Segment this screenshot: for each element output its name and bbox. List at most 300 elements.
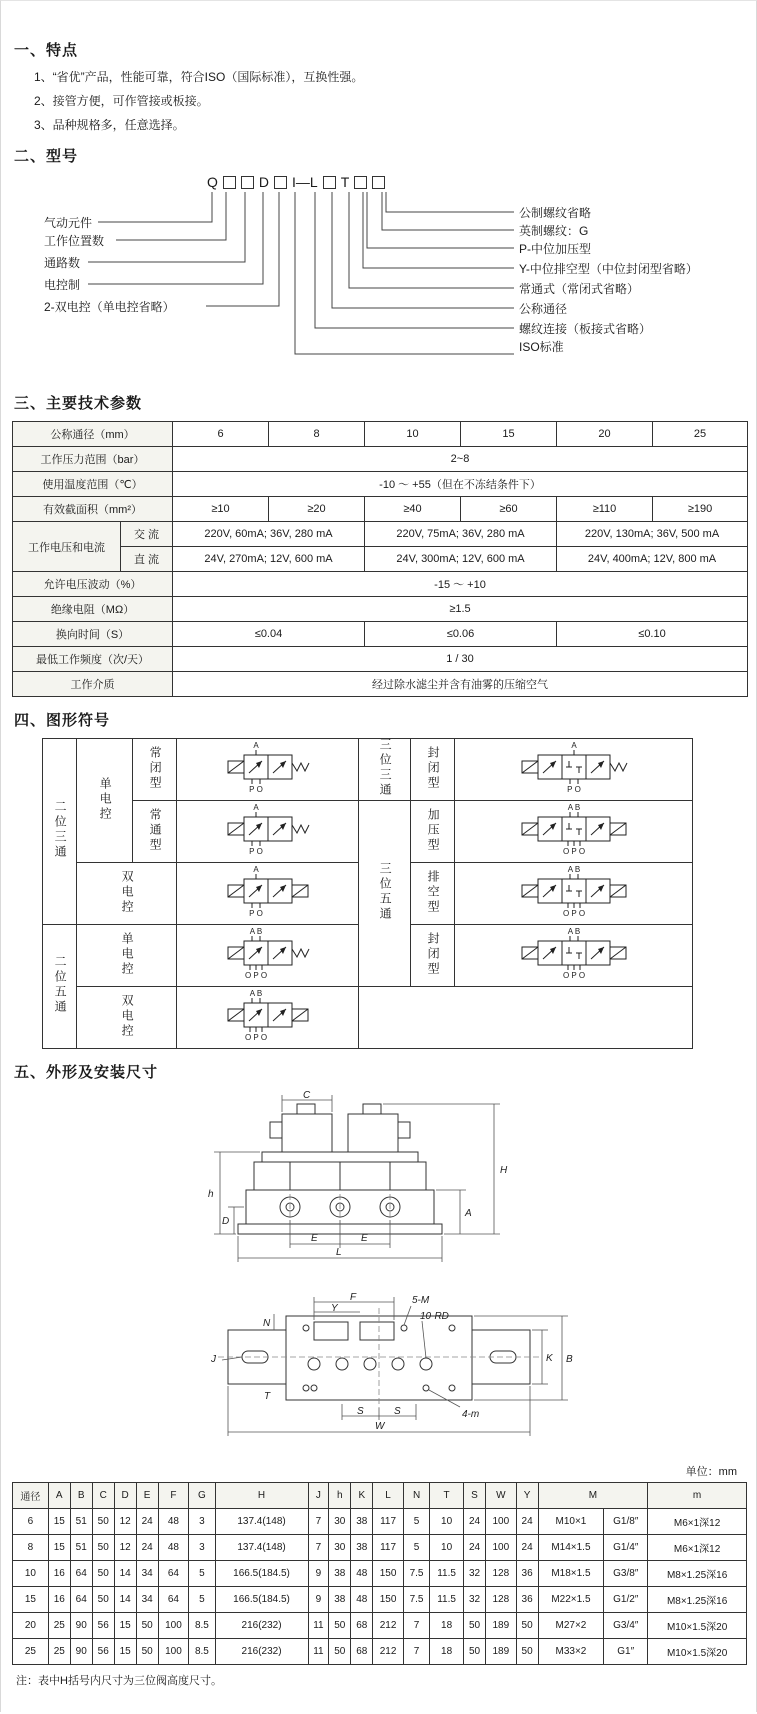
dims-value-cell: 166.5(184.5)	[215, 1587, 308, 1613]
dims-value-cell: 36	[516, 1587, 538, 1613]
dims-size-cell: 10	[13, 1561, 49, 1587]
symbols-cell	[43, 925, 77, 1049]
svg-text:A B: A B	[249, 927, 262, 936]
tech-value-cell: ≤0.06	[365, 622, 557, 647]
valve-symbol-svg	[490, 741, 658, 795]
symbols-cell	[411, 801, 455, 863]
dims-col-header: G	[189, 1483, 215, 1509]
dims-value-cell: 18	[430, 1613, 464, 1639]
code-box	[354, 176, 367, 189]
valve-symbol-svg	[184, 989, 352, 1043]
dims-value-cell: 24	[516, 1509, 538, 1535]
symbols-table	[42, 738, 693, 1049]
dims-value-cell: 14	[114, 1587, 136, 1613]
dims-size-cell: 25	[13, 1639, 49, 1665]
dims-value-cell: 15	[114, 1639, 136, 1665]
type-label-closed-center: 封闭型	[426, 745, 441, 791]
svg-text:A B: A B	[567, 865, 580, 874]
dims-value-cell: 48	[158, 1509, 189, 1535]
symbols-cell	[77, 863, 177, 925]
tech-row-label: 有效截面积（mm²）	[13, 497, 173, 522]
dims-size-cell: 8	[13, 1535, 49, 1561]
dimensions-title: 五、外形及安装尺寸	[14, 1064, 159, 1081]
tech-table-row	[13, 497, 748, 522]
code-box	[372, 176, 385, 189]
dims-value-cell: 50	[516, 1613, 538, 1639]
dim-label-Y: Y	[330, 1303, 338, 1314]
dims-value-cell: 150	[373, 1561, 404, 1587]
dims-value-cell: 189	[485, 1639, 516, 1665]
dims-value-cell: 90	[70, 1639, 92, 1665]
dims-value-cell: 212	[373, 1639, 404, 1665]
outline-drawing-front-svg	[164, 1090, 594, 1275]
tech-row-label: 工作压力范围（bar）	[13, 447, 173, 472]
model-right-label: P-中位加压型	[519, 242, 592, 256]
dims-table-row	[13, 1639, 747, 1665]
front-view-dim-labels	[208, 1090, 508, 1258]
feature-item: 3、品种规格多，任意选择。	[34, 118, 185, 132]
dims-value-cell: 5	[189, 1587, 215, 1613]
dim-label-B: B	[565, 1354, 573, 1365]
dims-value-cell: 128	[485, 1587, 516, 1613]
dims-value-cell: 30	[329, 1535, 351, 1561]
dims-value-cell: 16	[48, 1587, 70, 1613]
dims-table-row	[13, 1535, 747, 1561]
tech-value-cell: 220V, 75mA; 36V, 280 mA	[365, 522, 557, 547]
symbols-cell	[359, 801, 411, 987]
dims-size-cell: 15	[13, 1587, 49, 1613]
dims-value-cell: M18×1.5	[538, 1561, 604, 1587]
svg-text:O P O: O P O	[562, 909, 585, 918]
dims-value-cell: 24	[136, 1535, 158, 1561]
svg-text:A: A	[252, 803, 259, 812]
dims-value-cell: 15	[48, 1509, 70, 1535]
dims-value-cell: 24	[516, 1535, 538, 1561]
dims-value-cell: 5	[403, 1509, 429, 1535]
dims-value-cell: G3/4″	[604, 1613, 648, 1639]
group-label-2pos-5way: 二位五通	[53, 955, 68, 1015]
dims-value-cell: 9	[308, 1561, 329, 1587]
dims-size-cell: 20	[13, 1613, 49, 1639]
dims-value-cell: 7	[403, 1639, 429, 1665]
svg-text:A B: A B	[567, 803, 580, 812]
svg-text:P O: P O	[566, 785, 581, 794]
symbols-cell	[77, 925, 177, 987]
tech-table-body	[13, 422, 748, 697]
type-label-exhaust-center: 排空型	[426, 869, 441, 915]
tech-table	[12, 421, 748, 697]
tech-value-cell: 220V, 60mA; 36V, 280 mA	[173, 522, 365, 547]
valve-symbol-3pos5way-exhaust	[455, 863, 693, 925]
tech-table-row	[13, 547, 748, 572]
group-label-3pos-5way: 三位五通	[378, 862, 393, 922]
group-label-2pos-3way: 二位三通	[53, 800, 68, 860]
tech-row-label: 换向时间（S）	[13, 622, 173, 647]
control-label-single: 单电控	[98, 776, 113, 822]
symbols-cell	[133, 801, 177, 863]
dims-value-cell: 50	[92, 1561, 114, 1587]
symbols-cell	[411, 739, 455, 801]
dims-value-cell: 50	[329, 1639, 351, 1665]
code-letter-t: T	[340, 174, 350, 190]
dims-table-body	[13, 1509, 747, 1665]
dims-value-cell: M33×2	[538, 1639, 604, 1665]
type-label-pressurized-center: 加压型	[426, 807, 441, 853]
tech-table-row	[13, 647, 748, 672]
dims-value-cell: 7.5	[403, 1587, 429, 1613]
model-title: 二、型号	[14, 148, 79, 165]
dims-value-cell: 216(232)	[215, 1639, 308, 1665]
tech-row-sublabel: 直 流	[121, 547, 173, 572]
dims-value-cell: 10	[430, 1509, 464, 1535]
valve-symbol-2pos3way-nc	[177, 739, 359, 801]
tech-value-cell: ≥40	[365, 497, 461, 522]
dim-label-S: S	[393, 1406, 401, 1417]
dims-value-cell: 51	[70, 1535, 92, 1561]
front-view-centerlines	[290, 1194, 390, 1220]
dims-value-cell: 24	[464, 1535, 486, 1561]
dims-value-cell: 48	[158, 1535, 189, 1561]
dim-label-F: F	[349, 1292, 356, 1303]
tech-table-row	[13, 672, 748, 697]
tech-value-cell: 6	[173, 422, 269, 447]
dims-value-cell: 64	[158, 1561, 189, 1587]
symbols-row	[43, 987, 693, 1049]
dims-table-row	[13, 1587, 747, 1613]
tech-table-row	[13, 472, 748, 497]
dims-value-cell: 15	[114, 1613, 136, 1639]
tech-table-row	[13, 447, 748, 472]
dims-value-cell: 14	[114, 1561, 136, 1587]
dim-label-5-M: 5-M	[411, 1295, 429, 1306]
section-features	[12, 39, 745, 133]
tech-value-cell: 24V, 400mA; 12V, 800 mA	[557, 547, 748, 572]
symbols-cell	[77, 739, 133, 863]
dims-value-cell: G1/8″	[604, 1509, 648, 1535]
dims-value-cell: 68	[351, 1639, 373, 1665]
tech-value-cell: 20	[557, 422, 653, 447]
valve-symbol-3pos3way-closed	[455, 739, 693, 801]
tech-value-cell: 25	[653, 422, 748, 447]
control-label-double: 双电控	[120, 993, 135, 1039]
dims-col-header: T	[430, 1483, 464, 1509]
dims-value-cell: M8×1.25深16	[648, 1587, 747, 1613]
type-label-normally-closed: 常闭型	[148, 745, 163, 791]
svg-text:O P O: O P O	[244, 1033, 267, 1042]
dims-col-header: h	[329, 1483, 351, 1509]
dims-value-cell: 32	[464, 1587, 486, 1613]
dims-value-cell: 38	[329, 1587, 351, 1613]
dims-value-cell: 48	[351, 1561, 373, 1587]
dims-col-header: W	[485, 1483, 516, 1509]
dims-value-cell: G1/2″	[604, 1587, 648, 1613]
valve-symbol-svg	[490, 803, 658, 857]
dims-value-cell: 18	[430, 1639, 464, 1665]
svg-text:O P O: O P O	[562, 847, 585, 856]
dims-value-cell: 51	[70, 1509, 92, 1535]
table-note: 注：表中H括号内尺寸为三位阀高度尺寸。	[16, 1675, 222, 1687]
section-graphic-symbols	[12, 709, 745, 1049]
dims-value-cell: 25	[48, 1613, 70, 1639]
tech-value-cell: 15	[461, 422, 557, 447]
dims-value-cell: 32	[464, 1561, 486, 1587]
svg-text:P O: P O	[248, 785, 263, 794]
dims-value-cell: 15	[48, 1535, 70, 1561]
tech-table-row	[13, 572, 748, 597]
symbols-table-body	[43, 739, 693, 1049]
dims-value-cell: 189	[485, 1613, 516, 1639]
svg-text:A B: A B	[249, 989, 262, 998]
code-letter-d: D	[258, 174, 270, 190]
dims-value-cell: 56	[92, 1639, 114, 1665]
dims-table-row	[13, 1509, 747, 1535]
dims-value-cell: 36	[516, 1561, 538, 1587]
dims-col-header: C	[92, 1483, 114, 1509]
dims-value-cell: 30	[329, 1509, 351, 1535]
model-right-label: Y-中位排空型（中位封闭型省略）	[519, 262, 698, 276]
dims-value-cell: 64	[70, 1561, 92, 1587]
symbols-cell	[133, 739, 177, 801]
dims-value-cell: 7	[308, 1509, 329, 1535]
tech-params-title: 三、主要技术参数	[14, 395, 143, 412]
tech-value-cell: ≤0.04	[173, 622, 365, 647]
dims-col-header: E	[136, 1483, 158, 1509]
dims-value-cell: 50	[92, 1535, 114, 1561]
valve-symbol-svg	[184, 741, 352, 795]
model-left-label: 工作位置数	[44, 234, 105, 248]
dims-value-cell: 56	[92, 1613, 114, 1639]
code-box	[323, 176, 336, 189]
symbols-cell	[411, 925, 455, 987]
dims-value-cell: 7	[308, 1535, 329, 1561]
dims-value-cell: 128	[485, 1561, 516, 1587]
tech-value-cell: 8	[269, 422, 365, 447]
tech-value-cell: 24V, 300mA; 12V, 600 mA	[365, 547, 557, 572]
tech-row-label: 使用温度范围（℃）	[13, 472, 173, 497]
section-model-code	[12, 145, 745, 380]
features-title: 一、特点	[14, 42, 79, 59]
dim-label-h: h	[207, 1189, 214, 1200]
dims-value-cell: 137.4(148)	[215, 1535, 308, 1561]
dims-value-cell: 24	[464, 1509, 486, 1535]
dims-col-header: A	[48, 1483, 70, 1509]
valve-symbol-3pos5way-press	[455, 801, 693, 863]
tech-table-row	[13, 522, 748, 547]
dims-value-cell: 117	[373, 1509, 404, 1535]
model-left-label: 电控制	[44, 278, 81, 292]
control-label-double: 双电控	[120, 869, 135, 915]
dim-label-E: E	[360, 1233, 368, 1244]
dims-col-header: B	[70, 1483, 92, 1509]
valve-symbol-svg	[184, 803, 352, 857]
tech-value-cell: 1 / 30	[173, 647, 748, 672]
dim-label-D: D	[221, 1216, 229, 1227]
tech-row-sublabel: 交 流	[121, 522, 173, 547]
unit-label: 单位：mm	[685, 1466, 737, 1478]
dims-value-cell: 90	[70, 1613, 92, 1639]
dim-label-H: H	[499, 1165, 507, 1176]
dims-value-cell: 3	[189, 1509, 215, 1535]
dims-value-cell: G1/4″	[604, 1535, 648, 1561]
mounting-drawing-bottom	[12, 1288, 745, 1453]
dims-col-header: M	[538, 1483, 648, 1509]
symbols-cell	[43, 739, 77, 925]
dims-value-cell: 166.5(184.5)	[215, 1561, 308, 1587]
dims-value-cell: 10	[430, 1535, 464, 1561]
dims-value-cell: 137.4(148)	[215, 1509, 308, 1535]
type-label-closed-center: 封闭型	[426, 931, 441, 977]
dims-col-header: K	[351, 1483, 373, 1509]
svg-text:O P O: O P O	[244, 971, 267, 980]
dims-col-header: Y	[516, 1483, 538, 1509]
mounting-drawing-bottom-svg	[164, 1288, 594, 1448]
dims-value-cell: 117	[373, 1535, 404, 1561]
svg-text:A B: A B	[567, 927, 580, 936]
tech-table-row	[13, 622, 748, 647]
valve-symbol-2pos5way-double	[177, 987, 359, 1049]
dims-value-cell: 5	[189, 1561, 215, 1587]
tech-value-cell: 经过除水滤尘并含有油雾的压缩空气	[173, 672, 748, 697]
tech-value-cell: 2~8	[173, 447, 748, 472]
dims-value-cell: 12	[114, 1535, 136, 1561]
group-label-3pos-3way: 三位三通	[378, 738, 393, 798]
tech-value-cell: ≥1.5	[173, 597, 748, 622]
svg-text:O P O: O P O	[562, 971, 585, 980]
dims-value-cell: M8×1.25深16	[648, 1561, 747, 1587]
type-label-normally-open: 常通型	[148, 807, 163, 853]
symbols-cell	[77, 987, 177, 1049]
model-left-label: 通路数	[44, 256, 81, 270]
dimensions-table	[12, 1482, 747, 1665]
tech-value-cell: ≥110	[557, 497, 653, 522]
model-right-label: 公称通径	[519, 302, 568, 316]
tech-value-cell: ≥190	[653, 497, 748, 522]
dims-value-cell: 50	[92, 1509, 114, 1535]
dims-value-cell: 7.5	[403, 1561, 429, 1587]
dims-value-cell: G3/8″	[604, 1561, 648, 1587]
dims-col-header: N	[403, 1483, 429, 1509]
svg-text:A: A	[252, 865, 259, 874]
dims-col-header: m	[648, 1483, 747, 1509]
feature-item: 2、接管方便，可作管接或板接。	[34, 94, 209, 108]
dim-label-L: L	[335, 1247, 342, 1258]
dims-value-cell: 11	[308, 1613, 329, 1639]
dims-col-header: H	[215, 1483, 308, 1509]
dims-value-cell: 64	[70, 1587, 92, 1613]
valve-symbol-2pos3way-no	[177, 801, 359, 863]
dims-value-cell: 8.5	[189, 1613, 215, 1639]
dims-value-cell: 50	[92, 1587, 114, 1613]
dims-value-cell: 100	[158, 1613, 189, 1639]
tech-row-label: 工作电压和电流	[13, 522, 121, 572]
model-right-label: ISO标准	[519, 340, 564, 354]
dims-value-cell: M27×2	[538, 1613, 604, 1639]
feature-item: 1、“省优”产品，性能可靠，符合ISO（国际标准），互换性强。	[34, 70, 364, 84]
dims-value-cell: 34	[136, 1561, 158, 1587]
svg-text:A: A	[252, 741, 259, 750]
dims-table-row	[13, 1613, 747, 1639]
tech-row-label: 绝缘电阻（MΩ）	[13, 597, 173, 622]
model-left-label: 气动元件	[44, 216, 93, 230]
dims-value-cell: 11.5	[430, 1561, 464, 1587]
dims-value-cell: 34	[136, 1587, 158, 1613]
model-right-label: 英制螺纹：G	[519, 224, 589, 238]
tech-row-label: 工作介质	[13, 672, 173, 697]
dims-value-cell: M6×1深12	[648, 1535, 747, 1561]
section-dimensions	[12, 1061, 745, 1688]
dims-value-cell: 11	[308, 1639, 329, 1665]
graphic-symbols-title: 四、图形符号	[14, 712, 111, 729]
dims-header-row	[13, 1483, 747, 1509]
svg-text:P O: P O	[248, 847, 263, 856]
dims-value-cell: 38	[329, 1561, 351, 1587]
dims-value-cell: M10×1.5深20	[648, 1613, 747, 1639]
outline-drawing-front	[12, 1090, 745, 1280]
dims-col-header: F	[158, 1483, 189, 1509]
code-letter-q: Q	[207, 174, 218, 190]
svg-text:P O: P O	[248, 909, 263, 918]
dims-value-cell: 7	[403, 1613, 429, 1639]
model-right-label: 公制螺纹省略	[519, 206, 592, 220]
dim-label-E: E	[310, 1233, 318, 1244]
dims-value-cell: 38	[351, 1535, 373, 1561]
tech-value-cell: 10	[365, 422, 461, 447]
dim-label-10-RD: 10-RD	[419, 1311, 449, 1322]
dim-label-C: C	[302, 1090, 310, 1101]
dim-label-W: W	[374, 1421, 384, 1432]
control-label-single: 单电控	[120, 931, 135, 977]
tech-row-label: 允许电压波动（%）	[13, 572, 173, 597]
dims-value-cell: 5	[403, 1535, 429, 1561]
dims-value-cell: 9	[308, 1587, 329, 1613]
dims-value-cell: 100	[158, 1639, 189, 1665]
dims-table-row	[13, 1561, 747, 1587]
dim-label-N: N	[262, 1318, 270, 1329]
dims-col-header: 通径	[13, 1483, 49, 1509]
valve-symbol-svg	[184, 927, 352, 981]
tech-value-cell: -15 ～ +10	[173, 572, 748, 597]
dims-value-cell: 100	[485, 1509, 516, 1535]
model-right-label: 螺纹连接（板接式省略）	[519, 322, 652, 336]
dims-value-cell: 48	[351, 1587, 373, 1613]
model-code-diagram	[12, 174, 745, 380]
tech-value-cell: ≥60	[461, 497, 557, 522]
front-view-dimension-lines	[214, 1095, 500, 1262]
valve-symbol-2pos3way-double	[177, 863, 359, 925]
dim-label-4-m: 4-m	[461, 1409, 479, 1420]
model-code	[207, 174, 385, 190]
dims-value-cell: M10×1.5深20	[648, 1639, 747, 1665]
dims-value-cell: 50	[464, 1639, 486, 1665]
valve-symbol-2pos5way-single	[177, 925, 359, 987]
dims-value-cell: G1″	[604, 1639, 648, 1665]
symbols-row	[43, 739, 693, 801]
dim-label-K: K	[545, 1353, 553, 1364]
dim-label-S: S	[356, 1406, 364, 1417]
dims-value-cell: 100	[485, 1535, 516, 1561]
dims-value-cell: 50	[329, 1613, 351, 1639]
section-tech-params	[12, 392, 745, 697]
dims-value-cell: 216(232)	[215, 1613, 308, 1639]
valve-symbol-3pos5way-closed	[455, 925, 693, 987]
symbols-cell	[411, 863, 455, 925]
tech-row-label: 最低工作频度（次/天）	[13, 647, 173, 672]
tech-value-cell: 220V, 130mA; 36V, 500 mA	[557, 522, 748, 547]
dims-value-cell: 16	[48, 1561, 70, 1587]
dims-value-cell: 12	[114, 1509, 136, 1535]
tech-table-row	[13, 422, 748, 447]
dims-value-cell: 50	[136, 1613, 158, 1639]
